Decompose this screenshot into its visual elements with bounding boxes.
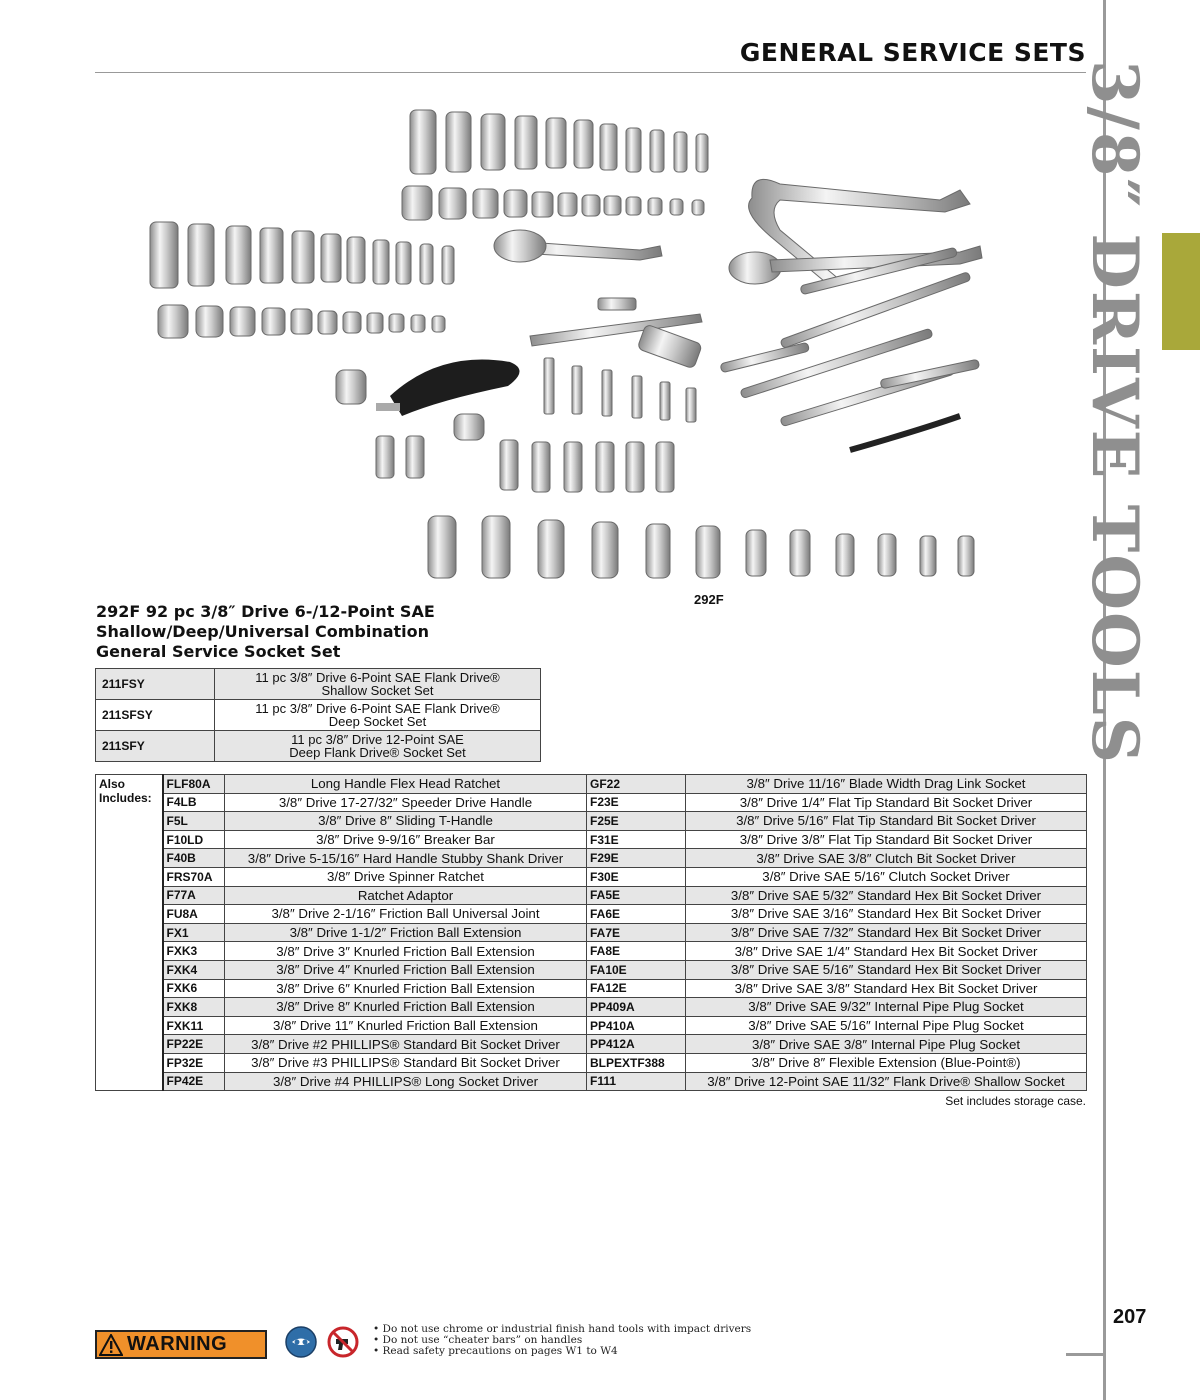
part-description: 3/8″ Drive 17-27/32″ Speeder Drive Handle (225, 793, 587, 812)
part-description: 3/8″ Drive 8″ Flexible Extension (Blue-Point®) (686, 1053, 1087, 1072)
part-number: F29E (587, 849, 686, 868)
part-number: F31E (587, 830, 686, 849)
part-description: 3/8″ Drive 5-15/16″ Hard Handle Stubby Shank Driver (225, 849, 587, 868)
part-number: FXK3 (163, 942, 225, 961)
part-number: 211SFY (96, 731, 215, 762)
part-description: 3/8″ Drive 6″ Knurled Friction Ball Extension (225, 979, 587, 998)
part-number: F10LD (163, 830, 225, 849)
table-row (96, 812, 1087, 831)
tool-set-photo (140, 100, 990, 590)
header-rule (95, 72, 1086, 73)
part-description: 3/8″ Drive SAE 5/32″ Standard Hex Bit Socket Driver (686, 886, 1087, 905)
safety-note: • Read safety precautions on pages W1 to W4 (373, 1345, 618, 1357)
part-number: FP42E (163, 1072, 225, 1091)
part-number: FA5E (587, 886, 686, 905)
part-description: 3/8″ Drive #3 PHILLIPS® Standard Bit Socket Driver (225, 1053, 587, 1072)
part-number: FLF80A (163, 775, 225, 794)
part-description: 3/8″ Drive SAE 3/8″ Clutch Bit Socket Driver (686, 849, 1087, 868)
part-number: FA8E (587, 942, 686, 961)
part-description: 3/8″ Drive SAE 3/16″ Standard Hex Bit Socket Driver (686, 905, 1087, 924)
part-number: F30E (587, 867, 686, 886)
part-description: 11 pc 3/8″ Drive 6-Point SAE Flank Drive® Deep Socket Set (215, 700, 541, 731)
table-row (96, 886, 1087, 905)
part-number: FXK8 (163, 998, 225, 1017)
part-number: FA10E (587, 960, 686, 979)
part-description: 3/8″ Drive 8″ Knurled Friction Ball Extension (225, 998, 587, 1017)
table-row (96, 849, 1087, 868)
part-number: 211FSY (96, 669, 215, 700)
set-title (96, 602, 435, 662)
part-number: PP412A (587, 1035, 686, 1054)
table-row (96, 979, 1087, 998)
part-description: 3/8″ Drive SAE 9/32″ Internal Pipe Plug Socket (686, 998, 1087, 1017)
table-row (96, 1072, 1087, 1091)
part-number: FX1 (163, 923, 225, 942)
table-row (96, 867, 1087, 886)
part-number: F25E (587, 812, 686, 831)
part-description: 3/8″ Drive 9-9/16″ Breaker Bar (225, 830, 587, 849)
also-includes-table (95, 774, 1087, 1091)
page-number: 207 (1113, 1306, 1147, 1328)
part-number: 211SFSY (96, 700, 215, 731)
part-description: 3/8″ Drive 12-Point SAE 11/32″ Flank Drive® Shallow Socket (686, 1072, 1087, 1091)
part-number: FXK6 (163, 979, 225, 998)
no-impact-driver-icon (327, 1326, 359, 1358)
part-number: BLPEXTF388 (587, 1053, 686, 1072)
warning-triangle-icon (99, 1334, 123, 1356)
safety-note: • Do not use chrome or industrial finish hand tools with impact drivers (373, 1323, 752, 1335)
eye-protection-icon (285, 1326, 317, 1358)
photo-label: 292F (694, 592, 724, 607)
part-description: 3/8″ Drive #2 PHILLIPS® Standard Bit Socket Driver (225, 1035, 587, 1054)
part-description: 11 pc 3/8″ Drive 6-Point SAE Flank Drive® Shallow Socket Set (215, 669, 541, 700)
part-description: 3/8″ Drive 11/16″ Blade Width Drag Link Socket (686, 775, 1087, 794)
table-row (96, 998, 1087, 1017)
table-row (96, 923, 1087, 942)
part-description: 3/8″ Drive 4″ Knurled Friction Ball Extension (225, 960, 587, 979)
side-section-title: 3/8″ DRIVE TOOLS (1077, 60, 1152, 765)
part-description: 3/8″ Drive 2-1/16″ Friction Ball Universal Joint (225, 905, 587, 924)
table-row (96, 669, 541, 700)
part-description: 3/8″ Drive #4 PHILLIPS® Long Socket Driver (225, 1072, 587, 1091)
warning-banner (95, 1330, 267, 1359)
part-number: FP32E (163, 1053, 225, 1072)
part-description: 3/8″ Drive SAE 7/32″ Standard Hex Bit Socket Driver (686, 923, 1087, 942)
part-description: 3/8″ Drive SAE 5/16″ Standard Hex Bit Socket Driver (686, 960, 1087, 979)
part-description: 3/8″ Drive 8″ Sliding T-Handle (225, 812, 587, 831)
part-number: F111 (587, 1072, 686, 1091)
table-row (96, 1035, 1087, 1054)
also-includes-label: Also Includes: (96, 775, 163, 1091)
table-row (96, 830, 1087, 849)
footer-rule (1066, 1353, 1106, 1356)
component-sets-table (95, 668, 541, 762)
part-number: F77A (163, 886, 225, 905)
part-description: Long Handle Flex Head Ratchet (225, 775, 587, 794)
page-header-title: GENERAL SERVICE SETS (739, 38, 1086, 67)
part-number: FRS70A (163, 867, 225, 886)
part-description: 3/8″ Drive Spinner Ratchet (225, 867, 587, 886)
part-number: GF22 (587, 775, 686, 794)
safety-notes (373, 1324, 751, 1357)
part-number: FU8A (163, 905, 225, 924)
part-number: F4LB (163, 793, 225, 812)
safety-note: • Do not use “cheater bars” on handles (373, 1334, 583, 1346)
part-description: 3/8″ Drive 3″ Knurled Friction Ball Extension (225, 942, 587, 961)
part-description: Ratchet Adaptor (225, 886, 587, 905)
table-row (96, 1053, 1087, 1072)
part-description: 3/8″ Drive 11″ Knurled Friction Ball Extension (225, 1016, 587, 1035)
table-row (96, 960, 1087, 979)
part-description: 3/8″ Drive SAE 5/16″ Clutch Socket Driver (686, 867, 1087, 886)
part-description: 3/8″ Drive SAE 1/4″ Standard Hex Bit Socket Driver (686, 942, 1087, 961)
part-description: 3/8″ Drive SAE 3/8″ Standard Hex Bit Socket Driver (686, 979, 1087, 998)
storage-note: Set includes storage case. (945, 1094, 1086, 1108)
set-title-line: General Service Socket Set (96, 642, 341, 661)
warning-label: WARNING (127, 1333, 228, 1355)
set-title-line: 292F 92 pc 3/8″ Drive 6-/12-Point SAE (96, 602, 435, 621)
part-number: FA12E (587, 979, 686, 998)
part-number: F40B (163, 849, 225, 868)
part-description: 3/8″ Drive 1/4″ Flat Tip Standard Bit Socket Driver (686, 793, 1087, 812)
part-number: F5L (163, 812, 225, 831)
part-number: PP410A (587, 1016, 686, 1035)
section-tab-marker (1162, 233, 1200, 350)
part-description: 3/8″ Drive 1-1/2″ Friction Ball Extension (225, 923, 587, 942)
table-row (96, 731, 541, 762)
table-row (96, 775, 1087, 794)
part-description: 3/8″ Drive SAE 5/16″ Internal Pipe Plug Socket (686, 1016, 1087, 1035)
part-number: FA7E (587, 923, 686, 942)
part-description: 3/8″ Drive 3/8″ Flat Tip Standard Bit Socket Driver (686, 830, 1087, 849)
table-row (96, 700, 541, 731)
part-number: FXK4 (163, 960, 225, 979)
part-number: FP22E (163, 1035, 225, 1054)
table-row (96, 793, 1087, 812)
table-row (96, 942, 1087, 961)
part-number: F23E (587, 793, 686, 812)
part-description: 3/8″ Drive 5/16″ Flat Tip Standard Bit Socket Driver (686, 812, 1087, 831)
part-number: FXK11 (163, 1016, 225, 1035)
part-description: 11 pc 3/8″ Drive 12-Point SAE Deep Flank Drive® Socket Set (215, 731, 541, 762)
part-number: FA6E (587, 905, 686, 924)
table-row (96, 905, 1087, 924)
set-title-line: Shallow/Deep/Universal Combination (96, 622, 430, 641)
part-number: PP409A (587, 998, 686, 1017)
part-description: 3/8″ Drive SAE 3/8″ Internal Pipe Plug Socket (686, 1035, 1087, 1054)
table-row (96, 1016, 1087, 1035)
